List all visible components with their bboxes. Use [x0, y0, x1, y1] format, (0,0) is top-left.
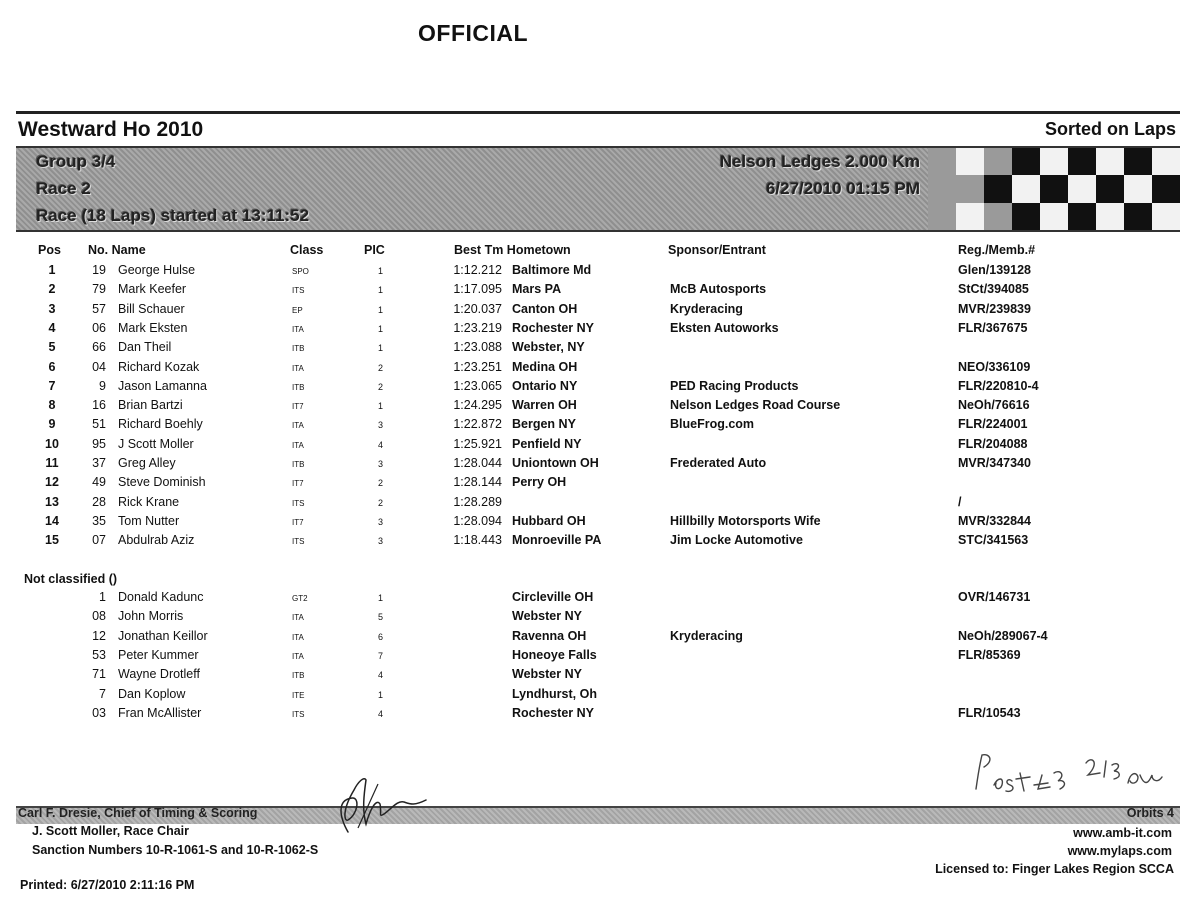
cell-reg: STC/341563	[958, 533, 1029, 548]
mylaps-url: www.mylaps.com	[1067, 844, 1172, 858]
cell-sponsor: Nelson Ledges Road Course	[670, 398, 841, 413]
col-class: Class	[290, 243, 324, 257]
cell-pic: 1	[378, 689, 384, 700]
cell-name: George Hulse	[118, 263, 196, 277]
cell-name: Jonathan Keillor	[118, 628, 208, 643]
result-row	[0, 379, 1200, 398]
cell-class: IT7	[292, 479, 304, 489]
chief-of-timing: Carl F. Dresie, Chief of Timing & Scoring	[18, 806, 258, 820]
cell-class: ITB	[292, 344, 305, 354]
cell-best-time: 1:20.037	[453, 301, 502, 316]
cell-best-time: 1:25.921	[453, 436, 502, 451]
result-row	[0, 514, 1200, 533]
cell-sponsor: Eksten Autoworks	[670, 320, 779, 335]
cell-class: ITB	[292, 460, 305, 469]
cell-name: Brian Bartzi	[118, 398, 183, 413]
race-chair: J. Scott Moller, Race Chair	[32, 824, 189, 838]
result-row	[0, 398, 1200, 417]
cell-name: Jason Lamanna	[118, 378, 207, 393]
cell-name: J Scott Moller	[118, 436, 194, 451]
cell-hometown: Ravenna OH	[512, 628, 587, 643]
cell-sponsor: Kryderacing	[670, 301, 743, 316]
cell-pos: 13	[45, 494, 59, 509]
cell-sponsor: Kryderacing	[670, 628, 743, 643]
cell-best-time: 1:23.219	[453, 320, 502, 335]
sanction-numbers: Sanction Numbers 10-R-1061-S and 10-R-1062-S	[32, 843, 319, 857]
cell-hometown: Honeoye Falls	[512, 647, 597, 662]
cell-class: ITS	[292, 537, 305, 547]
cell-pic: 3	[378, 516, 384, 527]
cell-class: ITE	[292, 690, 305, 700]
cell-best-time: 1:28.044	[453, 456, 502, 470]
cell-pos: 9	[48, 417, 56, 432]
cell-pos: 14	[45, 513, 59, 528]
cell-best-time: 1:22.872	[453, 417, 502, 432]
cell-no: 04	[92, 359, 106, 374]
track-label: Nelson Ledges 2.000 Km	[719, 152, 920, 171]
cell-class: ITB	[292, 382, 305, 392]
cell-name: Peter Kummer	[118, 647, 199, 662]
race-label: Race 2	[36, 179, 91, 198]
cell-best-time: 1:18.443	[453, 533, 502, 548]
cell-hometown: Circleville OH	[512, 590, 594, 604]
cell-pic: 1	[378, 323, 384, 334]
checkered-flag-icon	[928, 148, 1180, 230]
amb-url: www.amb-it.com	[1073, 826, 1172, 840]
cell-class: SPO	[292, 267, 309, 276]
official-stamp: OFFICIAL	[418, 20, 529, 46]
cell-reg: MVR/347340	[958, 456, 1031, 470]
cell-pic: 1	[378, 266, 384, 276]
not-classified-row	[0, 590, 1200, 609]
cell-name: Donald Kadunc	[118, 590, 204, 604]
result-row	[0, 417, 1200, 436]
cell-best-time: 1:12.212	[453, 263, 502, 277]
cell-pic: 5	[378, 612, 384, 623]
cell-no: 79	[92, 282, 106, 297]
cell-name: Richard Boehly	[118, 417, 203, 432]
not-classified-row	[0, 667, 1200, 686]
cell-hometown: Baltimore Md	[512, 263, 592, 277]
cell-hometown: Canton OH	[512, 301, 578, 316]
result-row	[0, 263, 1200, 282]
col-pic: PIC	[364, 243, 385, 257]
cell-name: Mark Eksten	[118, 320, 188, 335]
cell-hometown: Mars PA	[512, 282, 562, 297]
cell-name: John Morris	[118, 609, 184, 624]
cell-hometown: Perry OH	[512, 475, 567, 490]
cell-pic: 3	[378, 536, 384, 547]
cell-pic: 4	[378, 439, 384, 450]
cell-best-time: 1:28.094	[453, 513, 502, 528]
cell-no: 06	[92, 320, 106, 335]
col-sponsor: Sponsor/Entrant	[668, 243, 766, 257]
cell-class: ITA	[292, 324, 304, 334]
cell-pic: 6	[378, 631, 384, 642]
cell-class: ITA	[292, 421, 304, 431]
cell-best-time: 1:23.088	[453, 340, 502, 355]
cell-no: 19	[92, 263, 106, 277]
result-row	[0, 533, 1200, 552]
cell-hometown: Lyndhurst, Oh	[512, 686, 597, 701]
cell-name: Dan Theil	[118, 340, 172, 355]
col-no-name: No. Name	[88, 243, 146, 257]
sort-label: Sorted on Laps	[1044, 119, 1176, 139]
cell-pos: 1	[48, 263, 56, 277]
cell-reg: FLR/204088	[958, 436, 1028, 451]
result-row	[0, 282, 1200, 301]
cell-no: 49	[92, 475, 106, 490]
cell-no: 57	[92, 301, 106, 316]
cell-sponsor: Hillbilly Motorsports Wife	[670, 513, 821, 528]
cell-class: ITS	[292, 498, 305, 508]
cell-no: 16	[92, 398, 106, 413]
cell-reg: /	[958, 494, 962, 509]
cell-class: ITA	[292, 613, 304, 623]
cell-no: 28	[92, 494, 106, 509]
col-reg: Reg./Memb.#	[958, 243, 1036, 257]
not-classified-row	[0, 687, 1200, 706]
cell-pos: 7	[48, 378, 56, 393]
cell-no: 07	[92, 533, 106, 548]
cell-pic: 2	[378, 478, 384, 489]
cell-pos: 3	[48, 301, 56, 316]
col-best-hometown: Best Tm Hometown	[454, 243, 571, 257]
cell-pos: 2	[48, 282, 56, 297]
cell-reg: NeOh/76616	[958, 398, 1030, 413]
cell-hometown: Rochester NY	[512, 705, 594, 720]
race-info: Race (18 Laps) started at 13:11:52	[36, 206, 310, 225]
cell-hometown: Webster NY	[512, 609, 582, 624]
cell-no: 71	[92, 667, 106, 682]
cell-name: Wayne Drotleff	[118, 667, 200, 682]
cell-class: ITB	[292, 671, 305, 681]
cell-sponsor: McB Autosports	[670, 282, 767, 297]
cell-no: 7	[99, 686, 106, 701]
group-label: Group 3/4	[36, 152, 116, 171]
printed-timestamp: Printed: 6/27/2010 2:11:16 PM	[20, 878, 195, 892]
cell-class: ITA	[292, 651, 304, 661]
not-classified-row	[0, 609, 1200, 628]
cell-pos: 5	[48, 340, 56, 355]
result-row	[0, 321, 1200, 340]
cell-pos: 4	[48, 320, 56, 335]
cell-best-time: 1:17.095	[453, 282, 502, 297]
cell-pic: 4	[378, 670, 384, 681]
cell-name: Richard Kozak	[118, 359, 200, 374]
cell-hometown: Rochester NY	[512, 320, 594, 335]
cell-sponsor: BlueFrog.com	[670, 417, 755, 432]
cell-reg: StCt/394085	[958, 282, 1029, 297]
cell-reg: MVR/239839	[958, 301, 1031, 316]
cell-pos: 15	[45, 533, 59, 548]
cell-pic: 1	[378, 343, 384, 354]
cell-best-time: 1:23.065	[453, 378, 502, 393]
cell-name: Abdulrab Aziz	[118, 533, 195, 548]
cell-best-time: 1:23.251	[453, 359, 502, 374]
not-classified-row	[0, 629, 1200, 648]
race-datetime: 6/27/2010 01:15 PM	[765, 179, 920, 198]
cell-name: Dan Koplow	[118, 686, 186, 701]
cell-hometown: Uniontown OH	[512, 456, 599, 470]
result-row	[0, 456, 1200, 475]
cell-no: 37	[92, 456, 106, 470]
cell-pic: 1	[378, 593, 384, 603]
result-row	[0, 302, 1200, 321]
header-rule	[16, 111, 1180, 114]
signature-icon	[318, 770, 438, 840]
cell-class: EP	[292, 305, 303, 315]
cell-class: ITA	[292, 440, 304, 450]
cell-pic: 4	[378, 708, 384, 719]
cell-class: GT2	[292, 594, 308, 603]
cell-name: Greg Alley	[118, 456, 176, 470]
cell-hometown: Webster, NY	[512, 340, 585, 355]
cell-no: 51	[92, 417, 106, 432]
cell-best-time: 1:28.144	[453, 475, 502, 490]
cell-name: Bill Schauer	[118, 301, 185, 316]
cell-no: 53	[92, 647, 106, 662]
cell-hometown: Medina OH	[512, 359, 578, 374]
cell-hometown: Hubbard OH	[512, 513, 586, 528]
cell-reg: FLR/10543	[958, 705, 1021, 720]
cell-pic: 3	[378, 459, 384, 469]
cell-sponsor: Frederated Auto	[670, 456, 767, 470]
event-title: Westward Ho 2010	[18, 118, 204, 141]
cell-pos: 8	[48, 398, 56, 413]
cell-pic: 1	[378, 285, 384, 296]
cell-reg: FLR/85369	[958, 647, 1021, 662]
cell-reg: MVR/332844	[958, 513, 1031, 528]
license-info: Licensed to: Finger Lakes Region SCCA	[935, 862, 1174, 876]
cell-class: IT7	[292, 402, 304, 412]
cell-name: Fran McAllister	[118, 705, 202, 720]
not-classified-row	[0, 648, 1200, 667]
cell-hometown: Ontario NY	[512, 378, 578, 393]
cell-no: 12	[92, 628, 106, 643]
cell-no: 1	[99, 590, 106, 604]
cell-no: 66	[92, 340, 106, 355]
orbits-version: Orbits 4	[1126, 806, 1174, 820]
cell-pic: 1	[378, 401, 384, 412]
cell-name: Tom Nutter	[118, 513, 180, 528]
cell-pic: 2	[378, 381, 384, 392]
cell-no: 35	[92, 513, 106, 528]
cell-reg: NeOh/289067-4	[958, 628, 1048, 643]
result-row	[0, 340, 1200, 359]
not-classified-title: Not classified ()	[24, 572, 118, 586]
cell-pos: 11	[45, 456, 59, 470]
cell-no: 03	[92, 705, 106, 720]
cell-reg: NEO/336109	[958, 359, 1031, 374]
cell-class: ITS	[292, 286, 305, 296]
cell-no: 95	[92, 436, 106, 451]
cell-name: Rick Krane	[118, 494, 180, 509]
cell-name: Steve Dominish	[118, 475, 206, 490]
cell-pos: 12	[45, 475, 59, 490]
result-row	[0, 475, 1200, 494]
cell-class: IT7	[292, 517, 304, 527]
result-row	[0, 360, 1200, 379]
cell-no: 08	[92, 609, 106, 624]
cell-hometown: Monroeville PA	[512, 533, 602, 548]
race-banner	[16, 146, 1180, 232]
cell-hometown: Warren OH	[512, 398, 577, 413]
handwritten-posted-note	[968, 745, 1168, 801]
cell-sponsor: PED Racing Products	[670, 378, 799, 393]
result-row	[0, 437, 1200, 456]
cell-best-time: 1:24.295	[453, 398, 502, 413]
cell-reg: FLR/367675	[958, 320, 1028, 335]
cell-pic: 1	[378, 304, 384, 315]
cell-reg: OVR/146731	[958, 590, 1031, 604]
cell-sponsor: Jim Locke Automotive	[670, 533, 803, 548]
cell-hometown: Penfield NY	[512, 436, 582, 451]
result-row	[0, 495, 1200, 514]
cell-hometown: Webster NY	[512, 667, 582, 682]
cell-reg: Glen/139128	[958, 263, 1031, 277]
cell-pic: 2	[378, 362, 384, 373]
cell-reg: FLR/224001	[958, 417, 1028, 432]
cell-reg: FLR/220810-4	[958, 378, 1039, 393]
cell-pic: 2	[378, 497, 384, 508]
not-classified-row	[0, 706, 1200, 725]
col-pos: Pos	[38, 243, 61, 257]
cell-pic: 3	[378, 420, 384, 431]
cell-no: 9	[99, 378, 106, 393]
cell-class: ITS	[292, 709, 305, 719]
cell-pos: 10	[45, 436, 59, 451]
cell-hometown: Bergen NY	[512, 417, 576, 432]
cell-best-time: 1:28.289	[453, 494, 502, 509]
cell-pic: 7	[378, 650, 384, 661]
cell-pos: 6	[48, 359, 56, 374]
cell-name: Mark Keefer	[118, 282, 187, 297]
cell-class: ITA	[292, 632, 304, 642]
cell-class: ITA	[292, 363, 304, 373]
